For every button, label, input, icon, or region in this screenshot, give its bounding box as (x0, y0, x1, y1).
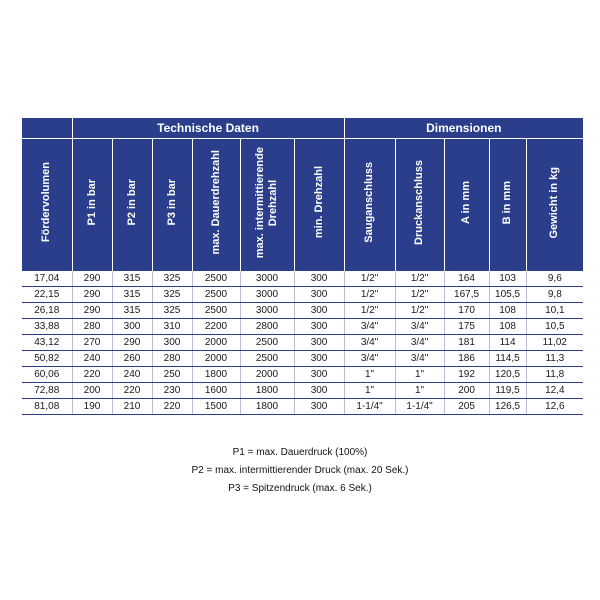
table-cell: 300 (294, 335, 344, 351)
table-cell: 11,3 (526, 351, 583, 367)
table-cell: 1-1/4" (395, 399, 444, 415)
table-cell: 300 (294, 319, 344, 335)
table-cell: 105,5 (489, 287, 526, 303)
col-header-label: Druckanschluss (413, 160, 426, 245)
table-cell: 26,18 (22, 303, 72, 319)
col-header-p1 (72, 139, 112, 272)
spec-table (22, 118, 583, 415)
table-cell: 1/2" (344, 287, 395, 303)
table-cell: 1-1/4" (344, 399, 395, 415)
table-cell: 3/4" (395, 335, 444, 351)
table-cell: 192 (444, 367, 489, 383)
col-header-label: Fördervolumen (40, 162, 53, 243)
table-cell: 3/4" (395, 319, 444, 335)
spec-table-container (22, 118, 583, 415)
table-cell: 175 (444, 319, 489, 335)
table-row (22, 351, 583, 367)
table-row (22, 335, 583, 351)
legend-notes (0, 444, 600, 498)
table-cell: 1500 (192, 399, 240, 415)
col-header-label: P1 in bar (85, 179, 98, 226)
table-cell: 108 (489, 303, 526, 319)
table-cell: 50,82 (22, 351, 72, 367)
table-cell: 114 (489, 335, 526, 351)
table-cell: 181 (444, 335, 489, 351)
table-cell: 300 (294, 351, 344, 367)
table-cell: 280 (72, 319, 112, 335)
table-cell: 1" (395, 383, 444, 399)
table-cell: 2800 (240, 319, 294, 335)
table-cell: 190 (72, 399, 112, 415)
col-header-label: Sauganschluss (363, 162, 376, 243)
table-cell: 270 (72, 335, 112, 351)
table-cell: 290 (72, 287, 112, 303)
table-cell: 205 (444, 399, 489, 415)
col-header-label: Gewicht in kg (548, 166, 561, 239)
table-cell: 1" (395, 367, 444, 383)
col-header-foerdervolumen (22, 139, 72, 272)
col-header-label: max. Dauerdrehzahl (209, 150, 222, 255)
col-header-label: max. intermittierende Drehzahl (254, 146, 279, 259)
table-cell: 108 (489, 319, 526, 335)
table-cell: 10,5 (526, 319, 583, 335)
col-header-label: B in mm (501, 180, 514, 225)
note-p3: P3 = Spitzendruck (max. 6 Sek.) (228, 483, 372, 494)
table-cell: 17,04 (22, 271, 72, 287)
table-row (22, 399, 583, 415)
table-cell: 3/4" (344, 319, 395, 335)
table-cell: 22,15 (22, 287, 72, 303)
table-cell: 200 (72, 383, 112, 399)
table-cell: 1/2" (344, 303, 395, 319)
table-cell: 3000 (240, 271, 294, 287)
table-cell: 2500 (192, 287, 240, 303)
table-cell: 1" (344, 383, 395, 399)
table-cell: 3000 (240, 287, 294, 303)
column-header-row (22, 139, 583, 272)
col-header-b-in-mm (489, 139, 526, 272)
table-cell: 81,08 (22, 399, 72, 415)
table-cell: 1/2" (395, 271, 444, 287)
table-cell: 126,5 (489, 399, 526, 415)
table-cell: 300 (294, 367, 344, 383)
table-cell: 315 (112, 271, 152, 287)
table-cell: 260 (112, 351, 152, 367)
table-cell: 33,88 (22, 319, 72, 335)
table-cell: 10,1 (526, 303, 583, 319)
header-group-dimensionen: Dimensionen (344, 118, 583, 139)
table-row (22, 319, 583, 335)
header-group-empty (22, 118, 72, 139)
table-cell: 1600 (192, 383, 240, 399)
table-cell: 9,6 (526, 271, 583, 287)
table-cell: 290 (72, 271, 112, 287)
table-cell: 210 (112, 399, 152, 415)
col-header-label: P2 in bar (125, 179, 138, 226)
table-cell: 164 (444, 271, 489, 287)
table-cell: 2500 (240, 335, 294, 351)
table-cell: 200 (444, 383, 489, 399)
table-cell: 2000 (192, 335, 240, 351)
table-cell: 220 (152, 399, 192, 415)
table-cell: 325 (152, 303, 192, 319)
table-cell: 43,12 (22, 335, 72, 351)
table-cell: 11,02 (526, 335, 583, 351)
table-cell: 325 (152, 287, 192, 303)
col-header-max-dauerdrehzahl (192, 139, 240, 272)
table-cell: 315 (112, 303, 152, 319)
table-cell: 2500 (192, 303, 240, 319)
table-cell: 167,5 (444, 287, 489, 303)
col-header-max-intermittierende-drehzahl (240, 139, 294, 272)
table-cell: 230 (152, 383, 192, 399)
table-cell: 310 (152, 319, 192, 335)
table-cell: 1" (344, 367, 395, 383)
table-cell: 2000 (192, 351, 240, 367)
table-cell: 1800 (240, 399, 294, 415)
table-row (22, 271, 583, 287)
table-cell: 300 (294, 383, 344, 399)
table-cell: 1800 (240, 383, 294, 399)
table-cell: 60,06 (22, 367, 72, 383)
table-cell: 220 (72, 367, 112, 383)
col-header-min-drehzahl (294, 139, 344, 272)
table-cell: 3/4" (395, 351, 444, 367)
note-p1: P1 = max. Dauerdruck (100%) (232, 447, 368, 458)
col-header-sauganschluss (344, 139, 395, 272)
table-cell: 2500 (240, 351, 294, 367)
table-cell: 325 (152, 271, 192, 287)
table-cell: 114,5 (489, 351, 526, 367)
table-cell: 103 (489, 271, 526, 287)
table-cell: 1/2" (395, 303, 444, 319)
table-cell: 120,5 (489, 367, 526, 383)
header-group-row (22, 118, 583, 139)
table-row (22, 287, 583, 303)
table-row (22, 367, 583, 383)
table-cell: 300 (294, 271, 344, 287)
col-header-a-in-mm (444, 139, 489, 272)
note-p2: P2 = max. intermittierender Druck (max. 20 Sek.) (191, 465, 409, 476)
table-cell: 2000 (240, 367, 294, 383)
table-cell: 300 (294, 399, 344, 415)
table-cell: 220 (112, 383, 152, 399)
table-cell: 3/4" (344, 335, 395, 351)
table-cell: 1800 (192, 367, 240, 383)
table-cell: 300 (294, 287, 344, 303)
table-cell: 119,5 (489, 383, 526, 399)
table-cell: 1/2" (395, 287, 444, 303)
table-cell: 2500 (192, 271, 240, 287)
table-cell: 280 (152, 351, 192, 367)
header-group-technische-daten: Technische Daten (72, 118, 344, 139)
table-cell: 240 (112, 367, 152, 383)
table-cell: 300 (152, 335, 192, 351)
table-cell: 290 (72, 303, 112, 319)
table-cell: 240 (72, 351, 112, 367)
table-cell: 290 (112, 335, 152, 351)
col-header-label: P3 in bar (165, 179, 178, 226)
table-cell: 2200 (192, 319, 240, 335)
table-cell: 250 (152, 367, 192, 383)
col-header-p3 (152, 139, 192, 272)
table-cell: 1/2" (344, 271, 395, 287)
col-header-gewicht (526, 139, 583, 272)
table-cell: 72,88 (22, 383, 72, 399)
table-cell: 11,8 (526, 367, 583, 383)
table-row (22, 383, 583, 399)
col-header-druckanschluss (395, 139, 444, 272)
table-cell: 9,8 (526, 287, 583, 303)
table-cell: 3/4" (344, 351, 395, 367)
table-cell: 12,4 (526, 383, 583, 399)
col-header-label: min. Drehzahl (312, 166, 325, 239)
table-cell: 300 (294, 303, 344, 319)
table-cell: 186 (444, 351, 489, 367)
col-header-label: A in mm (460, 181, 473, 224)
table-cell: 315 (112, 287, 152, 303)
table-row (22, 303, 583, 319)
table-cell: 300 (112, 319, 152, 335)
col-header-p2 (112, 139, 152, 272)
table-cell: 3000 (240, 303, 294, 319)
table-cell: 12,6 (526, 399, 583, 415)
table-cell: 170 (444, 303, 489, 319)
